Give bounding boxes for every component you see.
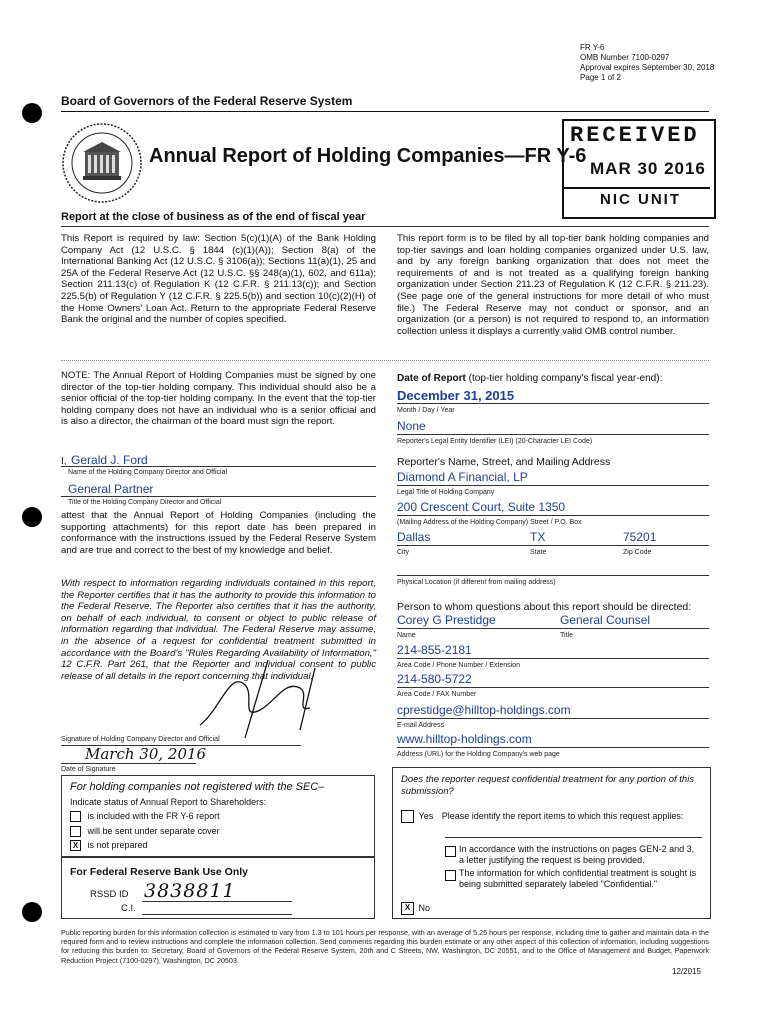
lei-line xyxy=(397,434,709,435)
zip-label: Zip Code xyxy=(623,549,652,556)
signer-name-label: Name of the Holding Company Director and Official xyxy=(68,469,228,476)
option-separate-confidential-label: The information for which confidential treatment is sought is being submitted separately labeled "Confidential." xyxy=(459,868,697,889)
checkbox-not-prepared[interactable]: X xyxy=(70,840,81,851)
reporter-state[interactable]: TX xyxy=(530,530,546,544)
stamp-divider xyxy=(564,187,710,189)
filing-requirements-text: This report form is to be filed by all top-tier bank holding companies and top-tier savings and loan holding companies organized under U.S. law, and by any foreign banking organization that does not meet the requirements of and is not treated as a qualifying foreign banking organization under Section 211.23 of Regulation K (12 C.F.R. § 211.23). (See page one of the general instructions for more detail of who must file.) The Federal Reserve may not conduct or sponsor, and an organization (or a person) is not required to respond to, an information collection unless it displays a currently valid OMB control number. xyxy=(397,233,709,337)
reporter-name-label: Legal Title of Holding Company xyxy=(397,489,495,496)
ci-line xyxy=(142,914,292,915)
checkbox-letter[interactable] xyxy=(445,846,456,857)
no-label: No xyxy=(418,902,431,913)
federal-reserve-seal xyxy=(61,122,143,204)
heading-rule xyxy=(61,226,709,227)
signature-date[interactable]: March 30, 2016 xyxy=(85,745,207,763)
certify-text: With respect to information regarding individuals contained in this report, the Reporter certifies that it has the authority to provide this information to the Federal Reserve. The Reporter also certifies that it has the authority, on behalf of each individual, to consent or object to public release of information regarding that individual. The Federal Reserve may assume, in the absence of a request for confidential treatment submitted in accordance with the Board's "Rules Regarding Availability of Information," 12 C.F.R. Part 261, that the Reporter and individual consent to public release of all details in the report concerning that individual. xyxy=(61,578,376,682)
reporter-city[interactable]: Dallas xyxy=(397,530,431,544)
frb-use-heading: For Federal Reserve Bank Use Only xyxy=(70,866,248,878)
email-label: E-mail Address xyxy=(397,722,445,729)
frb-use-box xyxy=(61,857,375,919)
yes-line-1 xyxy=(445,837,702,838)
option-not-prepared-label: is not prepared xyxy=(87,840,148,850)
phone-label: Area Code / Phone Number / Extension xyxy=(397,662,520,669)
date-line xyxy=(61,763,196,764)
reporter-zip[interactable]: 75201 xyxy=(623,530,657,544)
url-label: Address (URL) for the Holding Company's web page xyxy=(397,751,560,758)
lei-value[interactable]: None xyxy=(397,419,426,433)
contact-title-label: Title xyxy=(560,632,573,639)
punch-hole-middle xyxy=(22,507,42,527)
form-title: Annual Report of Holding Companies—FR Y-6 xyxy=(149,145,587,167)
contact-email[interactable]: cprestidge@hilltop-holdings.com xyxy=(397,703,571,717)
header-rule xyxy=(61,111,709,112)
confidential-no-row[interactable] xyxy=(401,902,430,915)
rssd-line xyxy=(142,901,292,902)
url-line xyxy=(397,747,709,748)
sec-status-sub: Indicate status of Annual Report to Shareholders: xyxy=(70,797,267,807)
reporter-city-line xyxy=(397,545,709,546)
contact-name[interactable]: Corey G Prestidge xyxy=(397,613,496,627)
legal-authority-text: This Report is required by law: Section 5(c)(1)(A) of the Bank Holding Company Act (12 U.S.C. § 1844 (c)(1)(A)); Section 8(a) of the International Banking Act (12 U.S.C. § 3106(a)); Sections 11(a)(1), 25 and 25A of the Federal Reserve Act (12 U.S.C. §§ 248(a)(1), 602, and 611a); Section 211.13(c) of Regulation K (12 C.F.R. § 211.13(c)); and Section 225.5(b) of Regulation Y (12 C.F.R. § 225.5(b)) and section 10(c)(2)(H) of the Home Owners' Loan Act. Return to the appropriate Federal Reserve Bank the original and the number of copies specified. xyxy=(61,233,376,326)
date-label: Date of Signature xyxy=(61,766,116,773)
confidential-option-b[interactable] xyxy=(445,868,700,890)
ci-label: C.I. xyxy=(121,903,136,914)
yes-label: Yes xyxy=(418,810,434,821)
note-text: NOTE: The Annual Report of Holding Companies must be signed by one director of the top-tier holding company. This individual should also be a senior official of the top-tier holding company. In the event that the top-tier holding company does not have an individual who is a senior official and is also a director, the chairman of the board must sign the report. xyxy=(61,370,376,428)
checkbox-included[interactable] xyxy=(70,811,81,822)
form-revision: 12/2015 xyxy=(672,967,701,976)
page-number: Page 1 of 2 xyxy=(580,73,621,82)
signer-title[interactable]: General Partner xyxy=(68,482,154,496)
approval-expires: Approval expires September 30, 2018 xyxy=(580,63,715,72)
city-label: City xyxy=(397,549,410,556)
attest-text: attest that the Annual Report of Holding Companies (including the supporting attachments) for this report date has been prepared in conformance with the instructions issued by the Federal Reserve System and are true and correct to the best of my knowledge and belief. xyxy=(61,510,376,556)
yes-instructions: Please identify the report items to which this request applies: xyxy=(441,810,684,821)
stamp-received-text: RECEIVED xyxy=(570,123,700,148)
sec-option-separate[interactable] xyxy=(70,826,220,837)
form-meta xyxy=(580,43,750,83)
date-of-report-value[interactable]: December 31, 2015 xyxy=(397,388,515,403)
form-id: FR Y-6 xyxy=(580,43,605,52)
contact-url[interactable]: www.hilltop-holdings.com xyxy=(397,732,532,746)
confidential-question: Does the reporter request confidential treatment for any portion of this submission? xyxy=(401,774,695,797)
sec-option-not-prepared[interactable] xyxy=(70,840,148,851)
date-of-report-line xyxy=(397,403,709,404)
option-separate-label: will be sent under separate cover xyxy=(87,826,220,836)
signer-title-line xyxy=(61,496,376,497)
sec-status-box xyxy=(61,775,375,857)
reporter-heading: Reporter's Name, Street, and Mailing Address xyxy=(397,456,611,468)
sec-status-heading: For holding companies not registered with the SEC– xyxy=(70,781,325,793)
signer-name-line xyxy=(61,466,376,467)
contact-phone[interactable]: 214-855-2181 xyxy=(397,643,472,657)
checkbox-separate[interactable] xyxy=(70,826,81,837)
sec-option-included[interactable] xyxy=(70,811,220,822)
option-letter-label: In accordance with the instructions on pages GEN-2 and 3, a letter justifying the request is being provided. xyxy=(459,844,695,865)
omb-number: OMB Number 7100-0297 xyxy=(580,53,670,62)
rssd-label: RSSD ID xyxy=(90,889,129,900)
received-stamp xyxy=(562,119,716,219)
reporter-street-line xyxy=(397,515,709,516)
contact-heading: Person to whom questions about this report should be directed: xyxy=(397,601,692,613)
option-included-label: is included with the FR Y-6 report xyxy=(87,811,220,821)
physical-line xyxy=(397,575,709,576)
phone-line xyxy=(397,658,709,659)
signature-scribble xyxy=(190,650,350,740)
report-heading: Report at the close of business as of the end of fiscal year xyxy=(61,211,366,223)
contact-title[interactable]: General Counsel xyxy=(560,613,651,627)
checkbox-yes[interactable] xyxy=(401,810,414,823)
date-of-report-sub: Month / Day / Year xyxy=(397,407,455,414)
confidential-box xyxy=(392,767,711,919)
physical-label: Physical Location (if different from mailing address) xyxy=(397,579,556,586)
state-label: State xyxy=(530,549,547,556)
board-name: Board of Governors of the Federal Reserve System xyxy=(61,94,353,108)
burden-statement: Public reporting burden for this information collection is estimated to vary from 1.3 to 101 hours per response, with an average of 5.25 hours per response, including time to gather and maintain data in the required form and to review instructions and complete the information collection. Send comments regarding this burden estimate or any other aspect of this collection of information, including suggestions for reducing this burden to: Secretary, Board of Governors of the Federal Reserve System, 20th and C Streets, NW, Washington, DC 20551, and to the Office of Management and Budget, Paperwork Reduction Project (7100-0297), Washington, DC 20503. xyxy=(61,928,709,965)
lei-label: Reporter's Legal Entity Identifier (LEI) (20-Character LEI Code) xyxy=(397,438,593,445)
reporter-street[interactable]: 200 Crescent Court, Suite 1350 xyxy=(397,500,566,514)
punch-hole-top xyxy=(22,103,42,123)
confidential-yes-row[interactable] xyxy=(401,810,683,823)
fax-label: Area Code / FAX Number xyxy=(397,691,477,698)
date-of-report-qualifier: (top-tier holding company's fiscal year-end): xyxy=(465,373,663,384)
fax-line xyxy=(397,687,709,688)
rssd-value[interactable]: 3838811 xyxy=(144,880,236,902)
date-of-report-label xyxy=(397,373,662,384)
signer-title-label: Title of the Holding Company Director and Official xyxy=(68,499,222,506)
stamp-date: MAR 30 2016 xyxy=(590,159,706,178)
date-of-report-title: Date of Report xyxy=(397,373,466,384)
signature-label: Signature of Holding Company Director and Official xyxy=(61,736,220,743)
reporter-name-line xyxy=(397,485,709,486)
stamp-unit: NIC UNIT xyxy=(600,191,681,208)
reporter-name[interactable]: Diamond A Financial, LP xyxy=(397,470,528,484)
contact-fax[interactable]: 214-580-5722 xyxy=(397,672,472,686)
checkbox-no[interactable]: X xyxy=(401,902,414,915)
punch-hole-bottom xyxy=(22,902,42,922)
contact-name-line xyxy=(397,628,709,629)
signer-name[interactable]: Gerald J. Ford xyxy=(71,453,148,467)
signer-prefix: I, xyxy=(61,456,67,467)
contact-name-label: Name xyxy=(397,632,416,639)
checkbox-separate-confidential[interactable] xyxy=(445,870,456,881)
reporter-street-label: (Mailing Address of the Holding Company) Street / P.O. Box xyxy=(397,519,582,526)
section-rule xyxy=(61,360,709,361)
email-line xyxy=(397,718,709,719)
confidential-option-a[interactable] xyxy=(445,844,700,866)
